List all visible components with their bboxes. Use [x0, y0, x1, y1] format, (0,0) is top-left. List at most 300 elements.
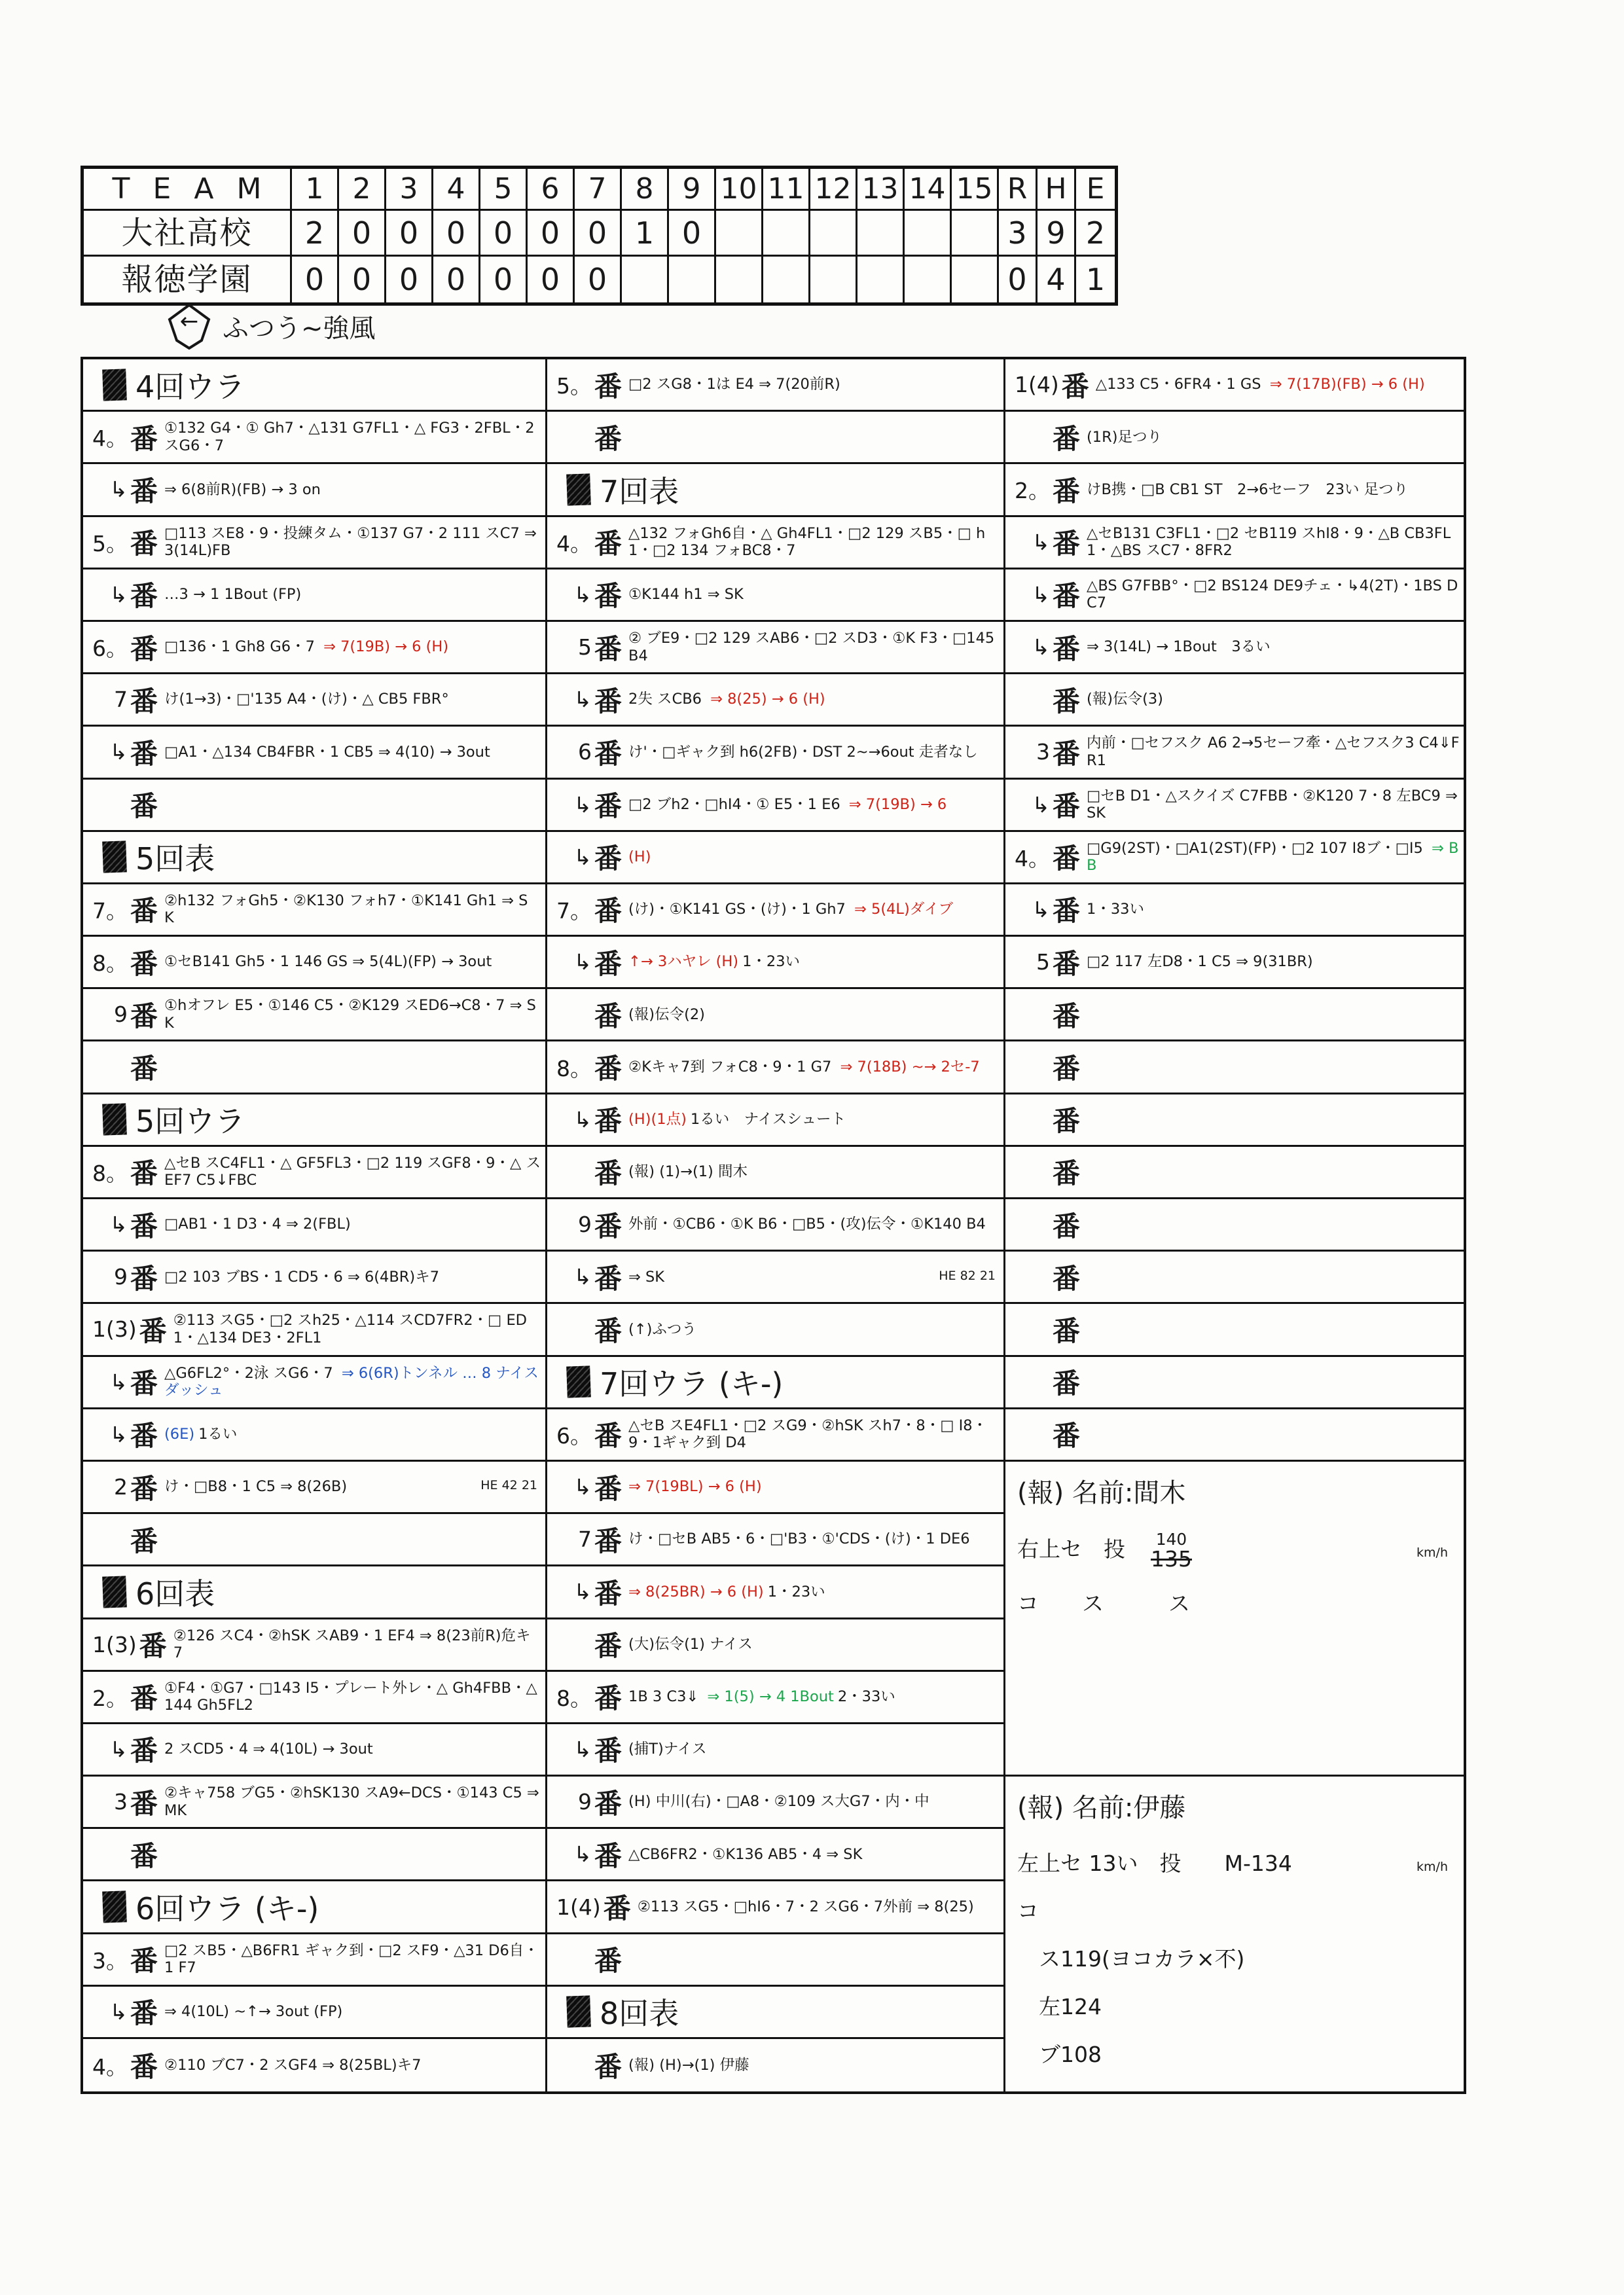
batting-order-label: ↳	[573, 1106, 592, 1132]
ban-label: 番	[130, 1472, 158, 1505]
ban-label: 番	[139, 1314, 167, 1347]
ban-label: 番	[130, 1053, 158, 1085]
note-segment: ②Kキャ7到 フォC8・9・1 G7	[628, 1058, 837, 1075]
at-bat-row	[83, 1041, 545, 1094]
ban-label: 番	[1053, 842, 1081, 875]
ban-label: 番	[130, 1735, 158, 1767]
note-segment: ⇒ SK	[628, 1268, 665, 1286]
play-notation	[628, 1793, 1000, 1811]
note-segment: 外前・①CB6・①K B6・□B5・(攻)伝令・①K140 B4	[628, 1216, 986, 1233]
note-segment: (H)	[628, 848, 651, 865]
play-notation	[628, 796, 1000, 814]
note-segment: 1・33い	[1087, 901, 1144, 918]
note-segment: 左上セ 13い 投 M-134	[1017, 1851, 1292, 1877]
at-bat-row	[547, 1199, 1003, 1252]
inning-header-label: 6回ウラ (キ-)	[135, 1891, 319, 1927]
ban-label: 番	[130, 475, 158, 507]
note-segment: △セB スC4FL1・△ GF5FL3・□2 119 スGF8・9・△ スEF7 C5↓FBC	[164, 1154, 541, 1189]
ban-label: 番	[130, 1000, 158, 1032]
batting-order-label: 4。	[556, 530, 592, 556]
at-bat-row	[547, 1724, 1003, 1777]
batting-order-label: 4。	[92, 2053, 128, 2080]
batting-order-label: ↳	[1032, 634, 1050, 660]
play-notation	[1087, 429, 1460, 446]
batting-order-label: 7	[114, 687, 128, 713]
rhe-score-cell: 0	[999, 257, 1038, 302]
at-bat-row	[1005, 359, 1464, 412]
note-line	[1017, 1529, 1452, 1572]
at-bat-row	[547, 1252, 1003, 1304]
play-notation	[628, 691, 1000, 708]
batting-order-label: 2。	[1015, 478, 1050, 504]
batting-order-label: ↳	[109, 1998, 128, 2025]
note-segment: (報) (1)→(1) 間木	[628, 1163, 748, 1181]
play-notation	[1087, 577, 1460, 612]
batting-order-label: ↳	[573, 1579, 592, 1605]
ban-label: 番	[130, 947, 158, 980]
note-segment: ②h132 フォGh5・②K130 フォh7・①K141 Gh1 ⇒ SK	[164, 892, 528, 927]
note-segment: (H) 中川(右)・□A8・②109 ス大G7・内・中	[628, 1793, 929, 1811]
batting-order-label: ↳	[573, 949, 592, 975]
inning-score-cell: 0	[433, 211, 480, 257]
play-notation	[1087, 638, 1460, 656]
play-notation	[164, 997, 541, 1032]
at-bat-row	[83, 1409, 545, 1462]
at-bat-row	[547, 1147, 1003, 1199]
ban-label: 番	[130, 2051, 158, 2084]
note-segment: け(1→3)・□'135 A4・(け)・△ CB5 FBR°	[164, 691, 449, 708]
wind-label: ふつう~強風	[223, 313, 376, 344]
inning-header-cell: 6	[528, 169, 575, 211]
note-segment: 内前・□セフスク A6 2→5セーフ牽・△セフスク3 C4⇓FR1	[1087, 734, 1460, 769]
note-segment: ①セB141 Gh5・1 146 GS ⇒ 5(4L)(FP) → 3out	[164, 953, 492, 971]
ban-label: 番	[594, 1420, 623, 1453]
ban-label: 番	[594, 2051, 623, 2084]
at-bat-row	[547, 1041, 1003, 1094]
batting-order-label: 9	[578, 1212, 592, 1238]
note-segment: ⇒ 7(19BL) → 6 (H)	[628, 1478, 762, 1496]
batting-order-label: 8。	[556, 1055, 592, 1081]
play-notation	[164, 2057, 541, 2074]
inning-header-cell: 9	[669, 169, 716, 211]
team-name-cell: 大社高校	[84, 211, 292, 257]
inning-scribble-icon	[102, 1576, 127, 1608]
note-line	[1017, 1847, 1452, 1877]
at-bat-row	[1005, 412, 1464, 464]
at-bat-row	[547, 832, 1003, 884]
ban-label: 番	[130, 1839, 158, 1872]
note-segment: ⇒ 6(6R)トンネル … 8 ナイスダッシュ	[164, 1364, 539, 1400]
note-line	[1017, 1942, 1452, 1973]
inning-score-cell	[763, 257, 810, 302]
ban-label: 番	[594, 1472, 623, 1505]
play-notation	[628, 1478, 1000, 1496]
batting-order-label: ↳	[573, 1474, 592, 1500]
inning-header-label: 5回ウラ	[135, 1104, 245, 1140]
at-bat-row	[1005, 674, 1464, 727]
ban-label: 番	[1053, 1157, 1081, 1190]
ban-label: 番	[594, 528, 623, 560]
inning-score-cell	[622, 257, 669, 302]
play-notation	[1096, 376, 1460, 393]
inning-header-cell: 12	[810, 169, 857, 211]
play-notation	[628, 1417, 1000, 1452]
play-notation	[164, 1784, 541, 1819]
note-segment: ①K144 h1 ⇒ SK	[628, 586, 744, 604]
at-bat-row	[1005, 1147, 1464, 1199]
ban-label: 番	[130, 737, 158, 770]
rhe-score-cell: 4	[1038, 257, 1076, 302]
ban-label: 番	[1053, 1210, 1081, 1242]
inning-header-cell: 4	[433, 169, 480, 211]
ban-label: 番	[594, 1525, 623, 1557]
batting-order-label: ↳	[573, 1841, 592, 1868]
at-bat-row	[1005, 832, 1464, 884]
at-bat-row	[547, 1881, 1003, 1934]
batting-order-label: 9	[114, 1002, 128, 1028]
ban-label: 番	[130, 632, 158, 665]
note-segment: ①F4・①G7・□143 I5・プレート外レ・△ Gh4FBB・△144 Gh5FL2	[164, 1679, 537, 1714]
rhe-score-cell: 2	[1076, 211, 1115, 257]
note-segment: ブ108	[1017, 2042, 1102, 2068]
inning-score-cell: 0	[339, 257, 386, 302]
batting-order-label: ↳	[573, 581, 592, 607]
at-bat-row	[547, 1566, 1003, 1619]
ban-label: 番	[130, 1682, 158, 1715]
ban-label: 番	[1053, 1314, 1081, 1347]
note-segment: (報)伝令(2)	[628, 1005, 705, 1023]
note-segment: ⇒ 7(18B) ~→ 2セ-7	[840, 1058, 980, 1075]
note-segment: ② ブE9・□2 129 スAB6・□2 スD3・①K F3・□145 B4	[628, 629, 995, 664]
at-bat-row	[547, 1409, 1003, 1462]
note-segment: km/h	[1416, 1545, 1448, 1561]
play-notation	[628, 586, 1000, 604]
note-segment: (大)伝令(1) ナイス	[628, 1635, 753, 1653]
ban-label: 番	[594, 790, 623, 823]
ban-label: 番	[594, 1314, 623, 1347]
at-bat-row	[83, 1934, 545, 1987]
note-segment: けB携・□B CB1 ST 2→6セーフ 23い 足つり	[1087, 480, 1409, 498]
play-notation	[164, 1426, 541, 1443]
play-notation	[628, 1058, 1000, 1076]
rhe-score-cell: 9	[1038, 211, 1076, 257]
at-bat-row	[1005, 780, 1464, 832]
note-segment: 2失 スCB6	[628, 691, 707, 708]
batting-order-label: ↳	[109, 739, 128, 765]
inning-header-row	[547, 1987, 1003, 2039]
batting-order-label: ↳	[1032, 581, 1050, 607]
ban-label: 番	[603, 1892, 631, 1925]
at-bat-row	[83, 727, 545, 779]
batting-order-label: ↳	[109, 477, 128, 503]
note-segment: □A1・△134 CB4FBR・1 CB5 ⇒ 4(10) → 3out	[164, 743, 490, 761]
at-bat-row	[547, 1829, 1003, 1881]
inning-header-cell: 1	[292, 169, 339, 211]
play-notation	[164, 1269, 541, 1286]
at-bat-row	[83, 780, 545, 832]
at-bat-row	[1005, 989, 1464, 1041]
ban-label: 番	[1053, 1262, 1081, 1295]
batting-order-label: 1(4)	[556, 1894, 601, 1920]
note-segment: ②キャ758 ブG5・②hSK130 スA9←DCS・①143 C5 ⇒ MK	[164, 1784, 539, 1819]
batting-order-label: ↳	[573, 687, 592, 713]
team-header-letter: E	[153, 172, 171, 206]
batting-order-label: ↳	[109, 1212, 128, 1238]
batting-order-label: 5。	[92, 530, 128, 556]
ban-label: 番	[130, 1157, 158, 1190]
at-bat-row	[1005, 1304, 1464, 1356]
note-segment: 左124	[1017, 1994, 1102, 2020]
at-bat-row	[1005, 517, 1464, 569]
note-segment: △132 フォGh6自・△ Gh4FL1・□2 129 スB5・□ h1・□2 134 フォBC8・7	[628, 524, 986, 560]
rhe-score-cell: 1	[1085, 262, 1106, 297]
note-segment: け・□B8・1 C5 ⇒ 8(26B)	[164, 1478, 348, 1496]
ban-label: 番	[130, 528, 158, 560]
note-line	[1017, 2038, 1452, 2069]
inning-score-cell	[905, 257, 952, 302]
inning-header-row	[547, 1357, 1003, 1409]
inning-score-cell	[952, 257, 999, 302]
inning-scribble-icon	[102, 841, 127, 873]
inning-header-cell: 3	[386, 169, 433, 211]
at-bat-row	[83, 1987, 545, 2039]
inning-header-label: 7回ウラ (キ-)	[600, 1366, 784, 1402]
note-segment: (報)伝令(3)	[1087, 691, 1163, 708]
at-bat-row	[83, 412, 545, 464]
note-segment: ②113 スG5・□2 スh25・△114 スCD7FR2・□ ED1・△134 DE3・2FL1	[173, 1312, 527, 1346]
inning-score-cell	[716, 211, 763, 257]
note-segment: ↑→ 3ハヤレ (H)	[628, 953, 739, 971]
batting-order-label: 9	[114, 1264, 128, 1290]
ban-label: 番	[594, 685, 623, 717]
ban-label: 番	[130, 1262, 158, 1295]
ban-label: 番	[594, 1577, 623, 1610]
note-segment: (報) 名前:間木	[1017, 1477, 1186, 1508]
ban-label: 番	[594, 1945, 623, 1978]
ban-label: 番	[130, 1997, 158, 2030]
ban-label: 番	[1053, 528, 1081, 560]
play-notation	[1087, 901, 1460, 918]
ban-label: 番	[594, 1262, 623, 1295]
inning-header-label: 4回ウラ	[135, 369, 245, 405]
note-segment: km/h	[1416, 1860, 1448, 1875]
at-bat-row	[547, 1672, 1003, 1724]
note-segment: コ ス ス	[1017, 1590, 1190, 1616]
play-notation	[164, 481, 541, 499]
score-sheet-column	[547, 359, 1005, 2091]
play-notation	[628, 1269, 1000, 1286]
at-bat-row	[83, 1724, 545, 1777]
inning-score-cell: 0	[433, 257, 480, 302]
at-bat-row	[1005, 1199, 1464, 1252]
inning-header-cell: 5	[480, 169, 528, 211]
at-bat-row	[1005, 622, 1464, 674]
ban-label: 番	[130, 1210, 158, 1242]
at-bat-row	[83, 1829, 545, 1881]
batting-order-label: 3。	[92, 1947, 128, 1974]
note-segment: ⇒ 8(25BR) → 6 (H)	[628, 1583, 764, 1600]
play-notation	[164, 1942, 541, 1977]
note-segment: □2 スG8・1は E4 ⇒ 7(20前R)	[628, 376, 840, 393]
ban-label: 番	[594, 422, 623, 455]
ban-label: 番	[594, 1682, 623, 1715]
note-segment: □113 スE8・9・投練タム・①137 G7・2 111 スC7 ⇒ 3(14L)FB	[164, 524, 537, 560]
play-notation	[164, 1478, 541, 1496]
at-bat-row	[1005, 464, 1464, 516]
batting-order-label: 5	[578, 634, 592, 660]
play-notation	[164, 638, 541, 656]
ban-label: 番	[594, 737, 623, 770]
play-notation	[1087, 525, 1460, 560]
play-notation	[164, 744, 541, 761]
play-notation	[164, 953, 541, 971]
play-notation	[164, 1741, 541, 1758]
inning-header-cell: 11	[763, 169, 810, 211]
batting-order-label: 5。	[556, 373, 592, 399]
batting-order-label: 4。	[1015, 845, 1050, 871]
note-segment: ⇒ 5(4L)ダイブ	[854, 901, 954, 918]
inning-scribble-icon	[102, 369, 127, 401]
inning-scribble-icon	[566, 473, 591, 505]
at-bat-row	[547, 884, 1003, 937]
at-bat-row	[547, 569, 1003, 622]
at-bat-row	[547, 1934, 1003, 1987]
batting-order-label: 7。	[92, 897, 128, 924]
note-segment: コ	[1017, 1898, 1039, 1925]
batting-order-label: ↳	[109, 1736, 128, 1762]
batting-order-label: ↳	[1032, 791, 1050, 818]
note-segment: □136・1 Gh8 G6・7	[164, 638, 320, 656]
batting-order-label: 6	[578, 739, 592, 765]
ban-label: 番	[594, 1000, 623, 1032]
play-notation	[628, 1111, 1000, 1129]
play-notation	[628, 525, 1000, 560]
note-segment: ②126 スC4・②hSK スAB9・1 EF4 ⇒ 8(23前R)危キ7	[173, 1627, 531, 1662]
play-notation	[628, 744, 1000, 761]
ban-label: 番	[130, 1367, 158, 1400]
batting-order-label: 8。	[556, 1685, 592, 1711]
ban-label: 番	[130, 685, 158, 717]
ban-label: 番	[594, 895, 623, 928]
inning-score-cell	[952, 211, 999, 257]
ban-label: 番	[594, 632, 623, 665]
inning-score-cell: 0	[528, 257, 575, 302]
inning-score-cell	[810, 211, 857, 257]
ban-label: 番	[1053, 790, 1081, 823]
ban-label: 番	[130, 1525, 158, 1557]
at-bat-row	[83, 1672, 545, 1724]
ban-label: 番	[1053, 1367, 1081, 1400]
batting-order-label: 1(3)	[92, 1316, 137, 1343]
ban-label: 番	[594, 1630, 623, 1663]
ban-label: 番	[1053, 895, 1081, 928]
inning-scribble-icon	[566, 1366, 591, 1398]
note-segment: ⇒ 7(19B) → 6	[848, 795, 947, 813]
ban-label: 番	[1053, 947, 1081, 980]
inning-score-cell: 0	[386, 257, 433, 302]
note-segment: ⇒ 7(17B)(FB) → 6 (H)	[1269, 376, 1425, 393]
play-notation	[628, 1216, 1000, 1233]
note-segment: 1・23い	[742, 953, 801, 971]
at-bat-row	[83, 1357, 545, 1409]
at-bat-row	[83, 989, 545, 1041]
ban-label: 番	[594, 1735, 623, 1767]
inning-header-label: 6回表	[135, 1576, 215, 1612]
ban-label: 番	[594, 370, 623, 403]
play-notation	[628, 376, 1000, 393]
at-bat-row	[83, 1462, 545, 1514]
at-bat-row	[83, 1147, 545, 1199]
at-bat-row	[83, 1304, 545, 1356]
batting-order-label: 7	[578, 1527, 592, 1553]
batting-order-label: ↳	[573, 844, 592, 870]
note-line	[1017, 1472, 1452, 1509]
at-bat-row	[547, 1619, 1003, 1672]
batting-order-label: 7。	[556, 897, 592, 924]
at-bat-row	[83, 517, 545, 569]
inning-header-cell: 7	[575, 169, 622, 211]
play-notation	[164, 1680, 541, 1714]
play-notation	[1087, 734, 1460, 769]
play-notation	[628, 1163, 1000, 1181]
ban-label: 番	[1053, 1105, 1081, 1138]
play-notation	[628, 1741, 1000, 1758]
at-bat-row	[83, 1777, 545, 1829]
note-segment: ⇒ 1(5) → 4 1Bout	[707, 1688, 834, 1705]
ban-label: 番	[594, 1210, 623, 1242]
play-notation	[628, 953, 1000, 971]
note-segment: ス119(ヨコカラ×不)	[1017, 1946, 1245, 1972]
play-notation	[628, 1636, 1000, 1653]
ban-label: 番	[139, 1630, 167, 1663]
note-segment: ⇒ 6(8前R)(FB) → 3 on	[164, 480, 321, 498]
score-sheet-column	[1005, 359, 1464, 2091]
play-notation	[628, 901, 1000, 918]
inning-score-cell	[905, 211, 952, 257]
at-bat-row	[547, 989, 1003, 1041]
inning-score-cell	[857, 211, 905, 257]
note-segment: (報) 名前:伊藤	[1017, 1793, 1186, 1824]
at-bat-row	[1005, 1252, 1464, 1304]
batting-order-label: 1(3)	[92, 1631, 137, 1657]
note-segment: △セB131 C3FL1・□2 セB119 スhI8・9・△B CB3FL1・△BS スC7・8FR2	[1087, 524, 1451, 560]
at-bat-row	[83, 884, 545, 937]
note-segment: (捕T)ナイス	[628, 1741, 707, 1758]
inning-header-label: 5回表	[135, 841, 215, 877]
at-bat-row	[1005, 937, 1464, 989]
note-segment: ②110 ブC7・2 スGF4 ⇒ 8(25BL)キ7	[164, 2056, 422, 2074]
at-bat-row	[83, 622, 545, 674]
note-segment: (け)・①K141 GS・(け)・1 Gh7	[628, 901, 850, 918]
batting-order-label: 6。	[556, 1422, 592, 1449]
at-bat-row	[547, 727, 1003, 779]
play-notation	[628, 1846, 1000, 1864]
at-bat-row	[547, 412, 1003, 464]
inning-score-cell: 1	[622, 211, 669, 257]
play-notation	[628, 848, 1000, 866]
team-header-letter: T	[112, 172, 130, 206]
play-notation	[164, 892, 541, 927]
batting-order-label: 9	[578, 1789, 592, 1815]
note-segment: ⇒ BB	[1087, 839, 1459, 875]
at-bat-row	[83, 1514, 545, 1566]
note-segment: △133 C5・6FR4・1 GS	[1095, 376, 1266, 393]
play-notation	[628, 1530, 1000, 1548]
play-notation	[628, 1321, 1000, 1339]
at-bat-row	[1005, 1409, 1464, 1462]
ban-label: 番	[594, 1053, 623, 1085]
inning-score-cell: 0	[386, 211, 433, 257]
